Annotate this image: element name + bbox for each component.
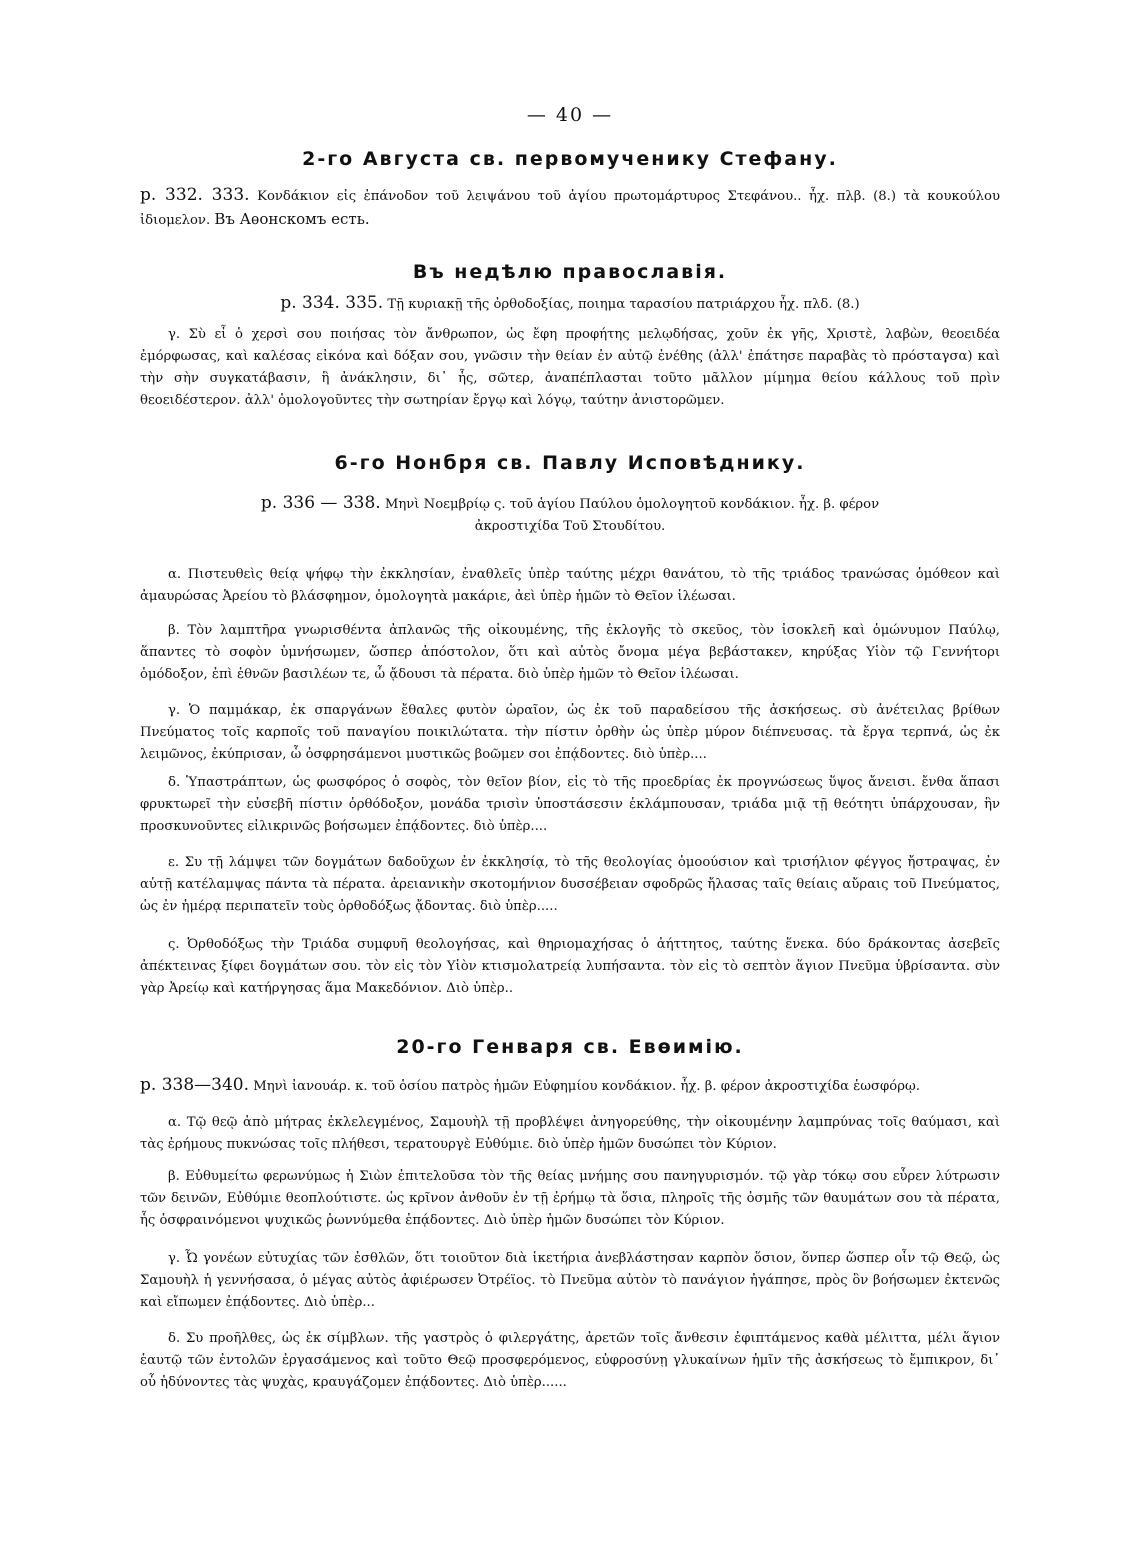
entry-text: Μηνὶ ἰανουάρ. κ. τοῦ ὁσίου πατρὸς ἡμῶν Εὐφημίου κονδάκιον. ἦχ. β. φέρον ἀκροστιχίδα ἑωσφόρῳ. (253, 1079, 920, 1094)
entry-euthymius-intro (140, 1074, 1000, 1098)
page-reference: p. 332. 333. (140, 185, 250, 205)
stanza: δ. Ὑπαστράπτων, ὡς φωσφόρος ὁ σοφὸς, τὸν θεῖον βίον, εἰς τὸ τῆς προεδρίας ἐκ προγνώσεως ὕψος ἄνεισι. ἔνθα ἅπασι φρυκτωρεῖ τὴν εὐσεβῆ πίστιν ὀρθόδοξον, μονάδα τρισὶν ὑποστάσεσιν ἐκλάμπουσαν, τριάδα μιᾷ τῇ θεότητι ὑπάρχουσαν, ἣν προσκυνοῦντες εἰλικρινῶς βοήσωμεν ἐπᾴδοντες. διὸ ὑπὲρ.... (140, 775, 1000, 834)
page-number: — 40 — (526, 104, 614, 126)
page-reference: p. 338—340. (140, 1075, 249, 1095)
stanza: γ. Ὁ παμμάκαρ, ἐκ σπαργάνων ἔθαλες φυτὸν ὡραῖον, ὡς ἐκ τοῦ παραδείσου τῆς ἀσκήσεως. σὺ ἀνέτειλας βρίθων Πνεύματος τοῖς καρποῖς τοῦ παναγίου ποικιλώτατα. τὴν πίστιν ὀρθὴν ὡς ὑπὲρ μύρον διέπνευσας. τὰ ἔργα τερπνά, ὡς ἐκ λειμῶνος, ἐκύπρισαν, ὧ ὀσφρησάμενοι μυστικῶς βοῶμεν σοι ἐπᾴδοντες. διὸ ὑπὲρ.... (140, 703, 1000, 762)
entry-paul-intro (140, 492, 1000, 538)
entry-stephen (140, 184, 1000, 232)
section-heading-paul: 6-го Нонбря св. Павлу Исповѣднику. (334, 452, 806, 474)
stanza: γ. Σὺ εἶ ὁ χερσὶ σου ποιήσας τὸν ἄνθρωπον, ὡς ἔφη προφήτης μελῳδήσας, χοῦν ἐκ γῆς, Χριστὲ, λαβὼν, θεοειδέα ἐμόρφωσας, καὶ καλέσας εἰκόνα καὶ δόξαν σου, γνῶσιν τὴν θείαν ἐν αὐτῷ ἐνέθης (ἀλλ' ἐπάτησε παραβὰς τὸ πρόσταγσα) καὶ τὴν σὴν συγκατάβασιν, ἣ ἀνάκλησιν, δι᾽ ἧς, σῶτερ, ἀναπέπλασται τοῦτο μᾶλλον μίμημα θείου κάλλους τοῦ πρὶν θεοειδέστερον. ἀλλ' ὁμολογοῦντες τὴν σωτηρίαν ἔργῳ καὶ λόγῳ, ταύτην ἀνιστορῶμεν. (140, 327, 1000, 408)
entry-text: Μηνὶ Νοεμβρίῳ ς. τοῦ ἁγίου Παύλου ὁμολογητοῦ κονδάκιον. ἦχ. β. φέρον (384, 497, 880, 512)
stanza: β. Εὐθυμείτω φερωνύμως ἡ Σιὼν ἐπιτελοῦσα τὸν τῆς θείας μνήμης σου πανηγυρισμόν. τῷ γὰρ τόκῳ σου εὗρεν λύτρωσιν τῶν δεινῶν, Εὐθύμιε θεοπλούτιστε. ὡς κρῖνον ἀνθοῦν ἐν τῇ ἐρήμῳ τὰ ὅσια, πληροῖς τῆς ὀσμῆς τῶν θαυμάτων σου τὰ πέρατα, ἧς ὀσφραινόμενοι ψυχικῶς ῥωννύμεθα ἐπᾴδοντες. Διὸ ὑπὲρ ἡμῶν δυσώπει τὸν Κύριον. (140, 1169, 1000, 1228)
stanza: ε. Συ τῇ λάμψει τῶν δογμάτων δαδοῦχων ἐν ἐκκλησίᾳ, τὸ τῆς θεολογίας ὁμοούσιον καὶ τρισήλιον φέγγος ἤστραψας, ἐν αὐτῇ κατέλαμψας πάντα τὰ πέρατα. ἀρειανικὴν σκοτομήνιον δυσσέβειαν σφοδρῶς ἤλασας ταῖς θείαις αὔραις τοῦ Πνεύματος, ὡς ἐν ἡμέρᾳ περιπατεῖν τοὺς ὀρθοδόξως ᾄδοντας. διὸ ὑπὲρ..... (140, 855, 1000, 914)
acrostic-line: ἀκροστιχίδα Τοῦ Στουδίτου. (474, 519, 666, 534)
entry-text: Τῇ κυριακῇ τῆς ὀρθοδοξίας, ποιημα ταρασίου πατριάρχου ἦχ. πλδ. (8.) (387, 297, 860, 312)
athos-note: Въ Аѳонскомъ есть. (214, 210, 370, 228)
stanza: α. Τῷ θεῷ ἀπὸ μήτρας ἐκλελεγμένος, Σαμουὴλ τῇ προβλέψει ἀνηγορεύθης, τὴν οἰκουμένην λαμπρύνας τοῖς θαύμασι, καὶ τὰς ἐρήμους πυκνώσας τοῖς πλήθεσι, τερατουργὲ Εὐθύμιε. διὸ ὑπὲρ ἡμῶν δυσώπει τὸν Κύριον. (140, 1115, 1000, 1152)
stanza: γ. Ὦ γονέων εὐτυχίας τῶν ἐσθλῶν, ὅτι τοιοῦτον διὰ ἱκετήρια ἀνεβλάστησαν καρπὸν ὅσιον, ὅνπερ ὥσπερ οἶν τῷ Θεῷ, ὡς Σαμουὴλ ἡ γεννήσασα, ὁ μέγας αὐτὸς ἀφιέρωσεν Ὀτρέϊος. τὸ Πνεῦμα αὐτὸν τὸ πανάγιον ἠγάπησε, πρὸς ὃν βοήσωμεν ἐκτενῶς καὶ εἴπωμεν ἐπᾴδοντες. Διὸ ὑπὲρ... (140, 1251, 1000, 1310)
stanza: ς. Ὀρθοδόξως τὴν Τριάδα συμφυῆ θεολογήσας, καὶ θηριομαχήσας ὁ ἀήττητος, ταύτης ἕνεκα. δύο δράκοντας ἀσεβεῖς ἀπέκτεινας ξίφει δογμάτων σου. τὸν εἰς τὸν Υἱὸν κτισμολατρείᾳ λυπήσαντα. τὸν εἰς τὸ σεπτὸν ἅγιον Πνεῦμα ὑβρίσαντα. σὺν γὰρ Ἀρείῳ καὶ κατήργησας ἅμα Μακεδόνιον. Διὸ ὑπὲρ.. (140, 937, 1000, 996)
stanza: α. Πιστευθεὶς θείᾳ ψήφῳ τὴν ἐκκλησίαν, ἐναθλεῖς ὑπὲρ ταύτης μέχρι θανάτου, τὸ τῆς τριάδος τρανώσας ὁμόθεον καὶ ἀμαυρώσας Ἀρείου τὸ βλάσφημον, ὁμολογητὰ μακάριε, ἀεὶ ὑπὲρ ἡμῶν τὸ Θεῖον ἱλέωσαι. (140, 567, 1000, 604)
section-heading-euthymius: 20-го Генваря св. Евѳимію. (396, 1036, 744, 1058)
page-reference: p. 336 — 338. (260, 493, 381, 513)
entry-orthodoxy-intro (140, 292, 1000, 316)
entry-text: Κονδάκιον εἰς ἐπάνοδον τοῦ λειψάνου τοῦ ἁγίου πρωτομάρτυρος Στεφάνου.. ἦχ. πλβ. (8.) τὰ κουκούλου ἰδιομελον. (140, 189, 1001, 228)
page-reference: p. 334. 335. (280, 293, 384, 313)
stanza: β. Τὸν λαμπτῆρα γνωρισθέντα ἀπλανῶς τῆς οἰκουμένης, τῆς ἐκλογῆς τὸ σκεῦος, τὸν ἰσοκλεῆ καὶ ὁμώνυμον Παύλῳ, ἅπαντες τὸ σοφὸν ὑμνήσωμεν, ὥσπερ ἀπόστολον, ὅτι καὶ αὐτὸς ὄνομα μέγα βεβάστακεν, κηρύξας Υἱὸν τῷ Γεννήτορι ὁμόδοξον, ἐπὶ ἐθνῶν βασιλέων τε, ὦ ᾄδουσι τὰ πέρατα. διὸ ὑπὲρ ἡμῶν τὸ Θεῖον ἱλέωσαι. (140, 623, 1000, 682)
stanza: δ. Συ προῆλθες, ὡς ἐκ σίμβλων. τῆς γαστρὸς ὁ φιλεργάτης, ἀρετῶν τοῖς ἄνθεσιν ἐφιπτάμενος καθὰ μέλιττα, μέλι ἅγιον ἑαυτῷ τῶν ἐντολῶν ἐργασάμενος καὶ τοῦτο Θεῷ προσφερόμενος, εὐφροσύνῃ γλυκαίνων ἡμῖν τῆς ἀσκήσεως τὸ ἔμπικρον, δι᾽ οὗ ἡδύνοντες τὰς ψυχὰς, κραυγάζομεν ἐπᾴδοντες. Διὸ ὑπὲρ...... (140, 1331, 1000, 1390)
section-heading-stephen: 2-го Августа св. первомученику Стефану. (302, 148, 838, 170)
section-heading-orthodoxy: Въ недѣлю православія. (412, 261, 728, 283)
